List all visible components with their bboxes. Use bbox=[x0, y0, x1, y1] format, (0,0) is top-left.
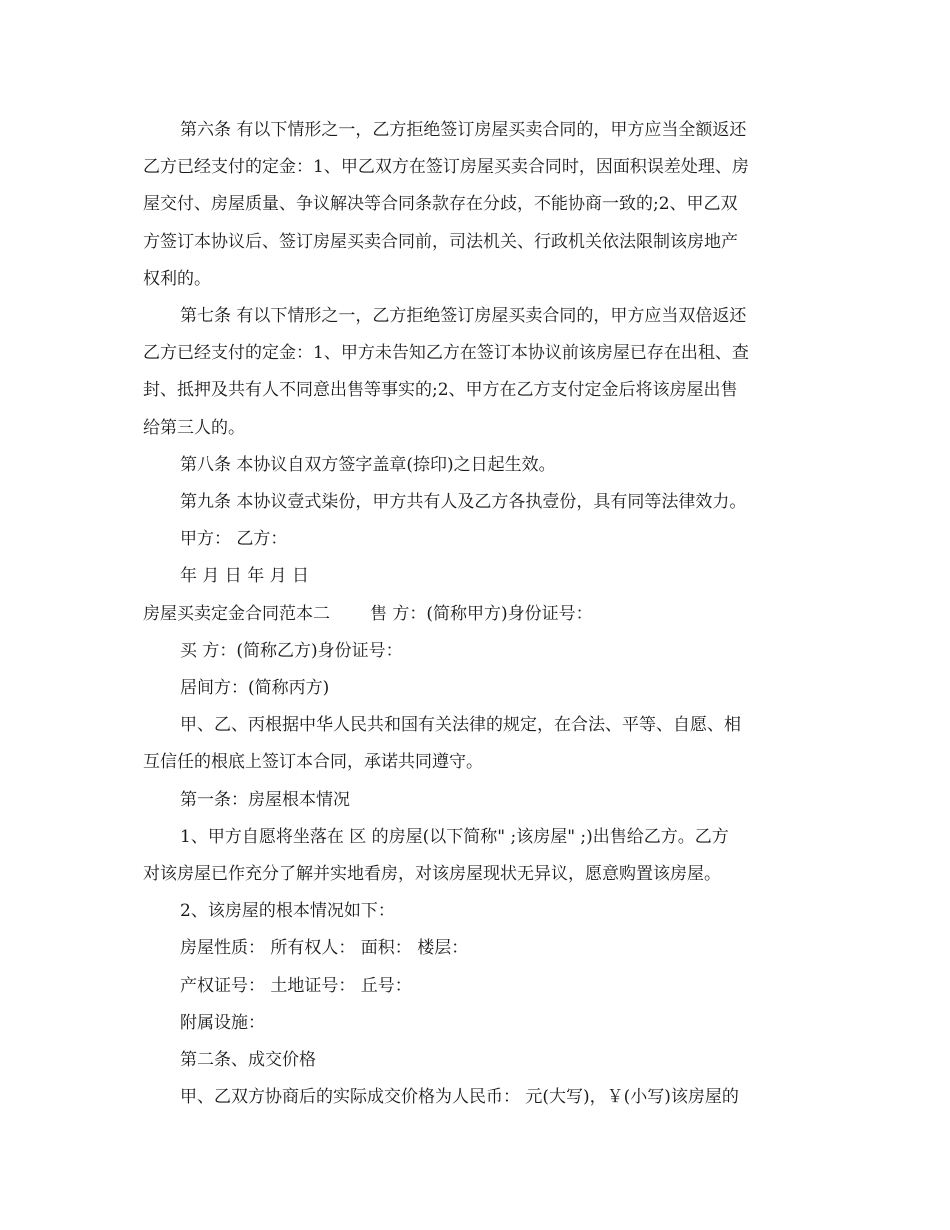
text-line: 1、甲方自愿将坐落在 区 的房屋(以下简称" ;该房屋" ;)出售给乙方。乙方 bbox=[180, 826, 729, 847]
clause-6-paragraph bbox=[143, 112, 823, 298]
text-line: 甲、乙、丙根据中华人民共和国有关法律的规定，在合法、平等、自愿、相 bbox=[180, 715, 741, 736]
intermediary-line bbox=[143, 670, 823, 707]
preamble-paragraph bbox=[143, 707, 823, 781]
text-line: 第二条、成交价格 bbox=[180, 1050, 316, 1071]
text-line: 给第三人的。 bbox=[143, 417, 245, 438]
text-line: 第九条 本协议壹式柒份，甲方共有人及乙方各执壹份，具有同等法律效力。 bbox=[180, 492, 747, 513]
property-nature-line bbox=[143, 930, 823, 967]
clause-9-paragraph bbox=[143, 484, 823, 521]
text-line: 第七条 有以下情形之一，乙方拒绝签订房屋买卖合同的，甲方应当双倍返还 bbox=[180, 306, 747, 327]
article-1-item-1 bbox=[143, 819, 823, 893]
text-line: 第六条 有以下情形之一，乙方拒绝签订房屋买卖合同的，甲方应当全额返还 bbox=[180, 120, 747, 140]
text-line bbox=[143, 596, 823, 633]
text-line: 买 方：(简称乙方)身份证号： bbox=[180, 640, 403, 661]
article-1-heading bbox=[143, 782, 823, 819]
text-line: 对该房屋已作充分了解并实地看房，对该房屋现状无异议，愿意购置该房屋。 bbox=[143, 864, 721, 885]
text-line: 第一条：房屋根本情况 bbox=[180, 789, 350, 810]
price-paragraph bbox=[143, 1079, 823, 1116]
clause-8-paragraph bbox=[143, 447, 823, 484]
signature-parties bbox=[143, 521, 823, 558]
text-line: 居间方：(简称丙方) bbox=[180, 678, 330, 699]
text-line: 产权证号： 土地证号： 丘号： bbox=[180, 975, 412, 996]
text-line: 乙方已经支付的定金：1、甲乙双方在签订房屋买卖合同时，因面积误差处理、房 bbox=[143, 157, 749, 178]
text-line: 乙方已经支付的定金：1、甲方未告知乙方在签订本协议前该房屋已存在出租、查 bbox=[143, 343, 749, 364]
text-line: 2、该房屋的根本情况如下： bbox=[180, 901, 395, 922]
template-two-heading bbox=[143, 596, 823, 633]
text-line: 互信任的根底上签订本合同，承诺共同遵守。 bbox=[143, 752, 483, 773]
certificate-line bbox=[143, 968, 823, 1005]
clause-7-paragraph bbox=[143, 298, 823, 447]
text-line: 第八条 本协议自双方签字盖章(捺印)之日起生效。 bbox=[180, 454, 556, 475]
signature-dates bbox=[143, 558, 823, 595]
seller-line: 售 方：(简称甲方)身份证号： bbox=[370, 603, 593, 624]
text-line: 封、抵押及共有人不同意出售等事实的;2、甲方在乙方支付定金后将该房屋出售 bbox=[143, 380, 738, 401]
template-title: 房屋买卖定金合同范本二 bbox=[143, 603, 330, 624]
text-line: 屋交付、房屋质量、争议解决等合同条款存在分歧，不能协商一致的;2、甲乙双 bbox=[143, 194, 738, 215]
text-line: 甲方： 乙方： bbox=[180, 529, 288, 550]
text-line: 权利的。 bbox=[143, 268, 211, 289]
facilities-line bbox=[143, 1005, 823, 1042]
text-line: 甲、乙双方协商后的实际成交价格为人民币： 元(大写)，￥(小写)该房屋的 bbox=[180, 1087, 739, 1108]
text-line: 房屋性质： 所有权人： 面积： 楼层： bbox=[180, 938, 469, 959]
text-line: 年 月 日 年 月 日 bbox=[180, 566, 310, 587]
text-line: 方签订本协议后、签订房屋买卖合同前，司法机关、行政机关依法限制该房地产 bbox=[143, 231, 738, 252]
text-line: 附属设施： bbox=[180, 1012, 265, 1033]
document-body bbox=[143, 112, 823, 1116]
article-2-heading bbox=[143, 1042, 823, 1079]
article-1-item-2 bbox=[143, 893, 823, 930]
buyer-line bbox=[143, 633, 823, 670]
